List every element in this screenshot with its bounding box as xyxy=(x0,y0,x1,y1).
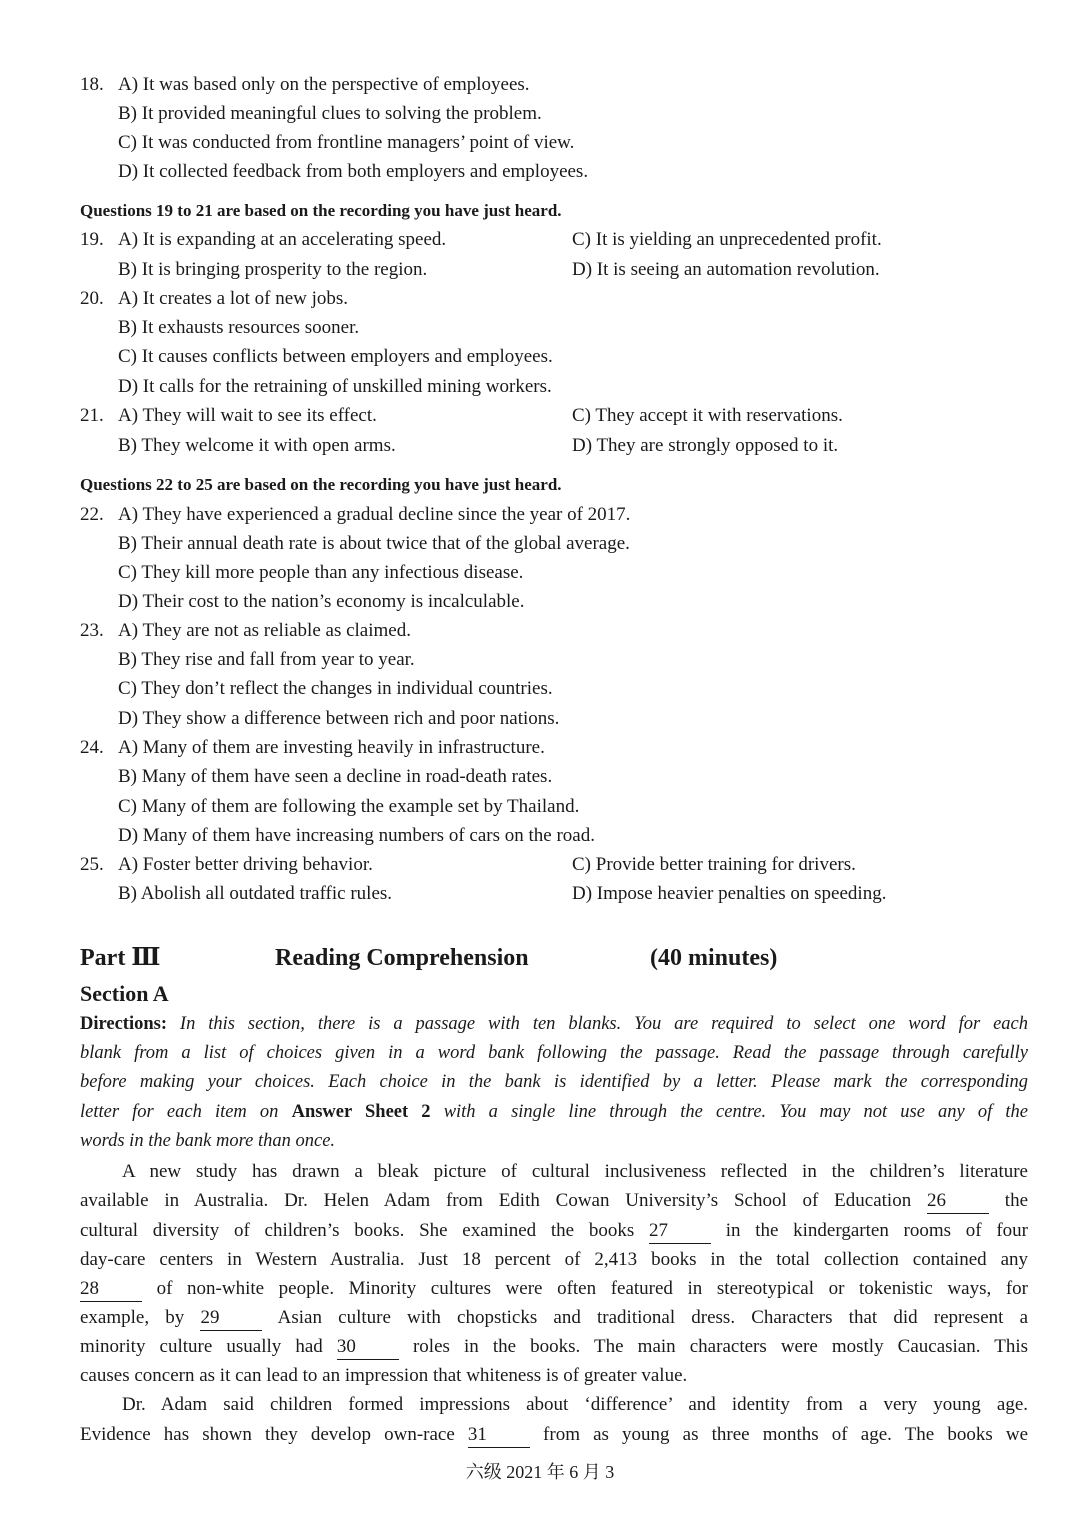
q22-option-b-row xyxy=(0,529,1080,559)
q23-option-a: A) They are not as reliable as claimed. xyxy=(118,620,411,641)
q21-option-c: C) They accept it with reservations. xyxy=(572,405,843,426)
q25-option-a: A) Foster better driving behavior. xyxy=(118,854,373,875)
q22-option-c: C) They kill more people than any infectious disease. xyxy=(118,562,524,583)
q21-option-a: A) They will wait to see its effect. xyxy=(118,405,377,426)
q24-number: 24. xyxy=(80,737,104,758)
q21-option-d: D) They are strongly opposed to it. xyxy=(572,435,839,456)
passage-line-2 xyxy=(80,1186,1028,1215)
q19-option-b: B) It is bringing prosperity to the region. xyxy=(118,259,428,280)
directions-line-5: words in the bank more than once. xyxy=(80,1131,336,1151)
passage-line-9: Dr. Adam said children formed impressions about ‘difference’ and identity from a very young age. xyxy=(122,1394,1028,1415)
q24-option-b: B) Many of them have seen a decline in road-death rates. xyxy=(118,766,553,787)
directions-line-2: blank from a list of choices given in a word bank following the passage. Read the passage through carefully xyxy=(80,1043,1028,1063)
passage-line-6 xyxy=(80,1303,1028,1332)
q23-option-d: D) They show a difference between rich and poor nations. xyxy=(118,708,560,729)
q20-option-c-row xyxy=(0,342,1080,372)
directions-text-1: In this section, there is a passage with ten blanks. You are required to select one word for each xyxy=(179,1014,1028,1034)
q18-option-c: C) It was conducted from frontline managers’ point of view. xyxy=(118,132,575,153)
q23-option-b-row xyxy=(0,645,1080,675)
blank-29: 29 xyxy=(200,1306,262,1331)
q18-option-b: B) It provided meaningful clues to solving the problem. xyxy=(118,103,542,124)
blank-31: 31 xyxy=(468,1423,530,1448)
q22-option-a: A) They have experienced a gradual decline since the year of 2017. xyxy=(118,504,631,525)
q24-option-a-row xyxy=(0,733,1080,763)
passage-line-7 xyxy=(80,1332,1028,1361)
q21-option-b: B) They welcome it with open arms. xyxy=(118,435,396,456)
passage-line-1: A new study has drawn a bleak picture of cultural inclusiveness reflected in the children’s literature xyxy=(122,1161,1028,1182)
directions-line-3: before making your choices. Each choice in the bank is identified by a letter. Please mark the corresponding xyxy=(80,1072,1028,1092)
part-label: Part Ⅲ xyxy=(80,945,161,971)
q21-number: 21. xyxy=(80,405,104,426)
q22-option-c-row xyxy=(0,558,1080,588)
q19-row-2 xyxy=(0,255,1080,285)
q19-number: 19. xyxy=(80,229,104,250)
q23-option-d-row xyxy=(0,704,1080,734)
q23-option-a-row xyxy=(0,616,1080,646)
q20-option-c: C) It causes conflicts between employers and employees. xyxy=(118,346,553,367)
q25-option-c: C) Provide better training for drivers. xyxy=(572,854,856,875)
q25-number: 25. xyxy=(80,854,104,875)
directions-text-4a: letter for each item on xyxy=(80,1102,279,1122)
blank-30: 30 xyxy=(337,1335,399,1360)
passage-line-8: causes concern as it can lead to an impression that whiteness is of greater value. xyxy=(80,1365,688,1386)
q20-option-a-row xyxy=(0,284,1080,314)
passage-text-10b: from as young as three months of age. The books we xyxy=(543,1424,1028,1445)
q18-option-c-row xyxy=(0,128,1080,158)
q22-option-d-row xyxy=(0,587,1080,617)
q20-option-b-row xyxy=(0,313,1080,343)
q18-option-a: A) It was based only on the perspective of employees. xyxy=(118,74,530,95)
q23-option-c-row xyxy=(0,674,1080,704)
q25-option-b: B) Abolish all outdated traffic rules. xyxy=(118,883,393,904)
q23-option-c: C) They don’t reflect the changes in individual countries. xyxy=(118,678,553,699)
passage-line-10 xyxy=(80,1420,1028,1449)
passage-line-4: day-care centers in Western Australia. Just 18 percent of 2,413 books in the total collection contained any xyxy=(80,1249,1028,1270)
part-title: Reading Comprehension xyxy=(275,945,529,971)
q23-number: 23. xyxy=(80,620,104,641)
answer-sheet-label: Answer Sheet 2 xyxy=(291,1102,431,1122)
q19-option-d: D) It is seeing an automation revolution. xyxy=(572,259,880,280)
passage-text-5b: of non-white people. Minority cultures were often featured in stereotypical or tokenistic ways, for xyxy=(156,1278,1029,1299)
q22-option-b: B) Their annual death rate is about twice that of the global average. xyxy=(118,533,630,554)
q24-option-d: D) Many of them have increasing numbers of cars on the road. xyxy=(118,825,595,846)
section-title: Section A xyxy=(80,981,169,1006)
directions-line-4 xyxy=(80,1098,1028,1127)
q20-option-d: D) It calls for the retraining of unskilled mining workers. xyxy=(118,376,552,397)
q18-option-d: D) It collected feedback from both employers and employees. xyxy=(118,161,589,182)
heading-questions-22-25: Questions 22 to 25 are based on the recording you have just heard. xyxy=(80,475,562,494)
q24-option-c: C) Many of them are following the example set by Thailand. xyxy=(118,796,580,817)
blank-26: 26 xyxy=(927,1189,989,1214)
part-time: (40 minutes) xyxy=(650,945,778,971)
q20-option-d-row xyxy=(0,372,1080,402)
directions-label: Directions: xyxy=(80,1014,167,1034)
q24-option-a: A) Many of them are investing heavily in infrastructure. xyxy=(118,737,545,758)
page-footer: 六级 2021 年 6 月 3 xyxy=(465,1462,615,1482)
passage-line-3 xyxy=(80,1216,1028,1245)
q24-option-d-row xyxy=(0,821,1080,851)
q18-option-a-row xyxy=(0,70,1080,100)
q21-row-2 xyxy=(0,431,1080,461)
q18-option-d-row xyxy=(0,157,1080,187)
directions-text-4c: with a single line through the centre. You may not use any of the xyxy=(443,1102,1029,1122)
q20-option-a: A) It creates a lot of new jobs. xyxy=(118,288,349,309)
q24-option-c-row xyxy=(0,792,1080,822)
q25-option-d: D) Impose heavier penalties on speeding. xyxy=(572,883,887,904)
passage-text-7a: minority culture usually had xyxy=(80,1336,323,1357)
passage-text-2a: available in Australia. Dr. Helen Adam from Edith Cowan University’s School of Education xyxy=(80,1190,912,1211)
q18-number: 18. xyxy=(80,74,104,95)
passage-text-7b: roles in the books. The main characters were mostly Caucasian. This xyxy=(412,1336,1029,1357)
q19-option-c: C) It is yielding an unprecedented profit. xyxy=(572,229,882,250)
q20-number: 20. xyxy=(80,288,104,309)
blank-28: 28 xyxy=(80,1277,142,1302)
q25-row-2 xyxy=(0,879,1080,909)
blank-27: 27 xyxy=(649,1219,711,1244)
passage-text-6b: Asian culture with chopsticks and traditional dress. Characters that did represent a xyxy=(277,1307,1029,1328)
q18-option-b-row xyxy=(0,99,1080,129)
q22-number: 22. xyxy=(80,504,104,525)
q21-row-1 xyxy=(0,401,1080,431)
passage-text-10a: Evidence has shown they develop own-race xyxy=(80,1424,455,1445)
passage-line-5 xyxy=(80,1274,1028,1303)
q19-option-a: A) It is expanding at an accelerating speed. xyxy=(118,229,447,250)
passage-text-3b: in the kindergarten rooms of four xyxy=(725,1220,1028,1241)
q24-option-b-row xyxy=(0,762,1080,792)
passage-text-6a: example, by xyxy=(80,1307,185,1328)
q25-row-1 xyxy=(0,850,1080,880)
q20-option-b: B) It exhausts resources sooner. xyxy=(118,317,360,338)
passage-text-2b: the xyxy=(1004,1190,1029,1211)
q22-option-a-row xyxy=(0,500,1080,530)
directions-line-1 xyxy=(80,1010,1028,1039)
passage-text-3a: cultural diversity of children’s books. She examined the books xyxy=(80,1220,635,1241)
q22-option-d: D) Their cost to the nation’s economy is incalculable. xyxy=(118,591,525,612)
heading-questions-19-21: Questions 19 to 21 are based on the recording you have just heard. xyxy=(80,201,562,220)
q23-option-b: B) They rise and fall from year to year. xyxy=(118,649,415,670)
q19-row-1 xyxy=(0,225,1080,255)
